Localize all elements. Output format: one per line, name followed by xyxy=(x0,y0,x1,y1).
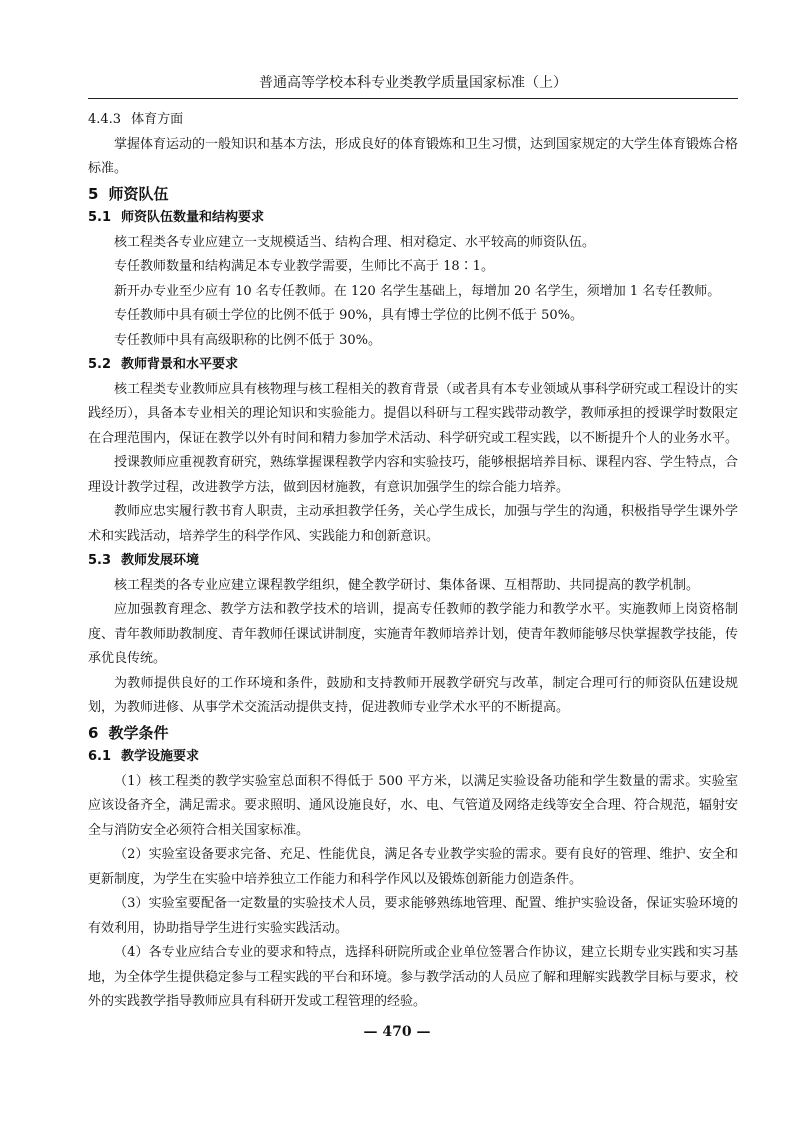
paragraph: 专任教师中具有高级职称的比例不低于 30%。 xyxy=(114,332,382,348)
heading-5-2: 5.2 教师背景和水平要求 xyxy=(88,357,239,372)
paragraph: （2）实验室设备要求完备、充足、性能优良，满足各专业教学实验的需求。要有良好的管理、维护、安全和更新制度，为学生在实验中培养独立工作能力和科学作风以及锻炼创新能力创造条件。 xyxy=(88,847,738,887)
heading-section-6: 6 教学条件 xyxy=(88,723,169,742)
paragraph: 掌握体育运动的一般知识和基本方法，形成良好的体育锻炼和卫生习惯，达到国家规定的大学生体育锻炼合格标准。 xyxy=(88,136,739,176)
page-number: — 470 — xyxy=(363,1024,431,1040)
paragraph: 核工程类各专业应建立一支规模适当、结构合理、相对稳定、水平较高的师资队伍。 xyxy=(114,234,596,250)
paragraph: （3）实验室要配备一定数量的实验技术人员，要求能够熟练地管理、配置、维护实验设备，保证实验环境的有效利用，协助指导学生进行实验实践活动。 xyxy=(88,896,738,936)
heading-5-3: 5.3 教师发展环境 xyxy=(88,553,200,568)
paragraph: （1）核工程类的教学实验室总面积不得低于 500 平方米，以满足实验设备功能和学生数量的需求。实验室应该设备齐全，满足需求。要求照明、通风设施良好，水、电、气管道及网络走线等安全合理、符合规范，辐射安全与消防安全必须符合相关国家标准。 xyxy=(88,773,739,838)
running-header xyxy=(88,72,738,99)
header-title: 普通高等学校本科专业类教学质量国家标准（上） xyxy=(259,75,567,91)
paragraph: 教师应忠实履行教书育人职责，主动承担教学任务，关心学生成长，加强与学生的沟通，积极指导学生课外学术和实践活动，培养学生的科学作风、实践能力和创新意识。 xyxy=(88,504,739,544)
paragraph: 应加强教育理念、教学方法和教学技术的培训，提高专任教师的教学能力和教学水平。实施教师上岗资格制度、青年教师助教制度、青年教师任课试讲制度，实施青年教师培养计划，使青年教师能够尽快掌握教学技能，传承优良传统。 xyxy=(88,602,739,666)
paragraph: 核工程类的各专业应建立课程教学组织，健全教学研讨、集体备课、互相帮助、共同提高的教学机制。 xyxy=(114,577,700,593)
paragraph: 专任教师数量和结构满足本专业教学需要，生师比不高于 18∶1。 xyxy=(114,259,494,274)
heading-section-5: 5 师资队伍 xyxy=(88,184,169,203)
paragraph: （4）各专业应结合专业的要求和特点，选择科研院所或企业单位签署合作协议，建立长期专业实践和实习基地，为全体学生提供稳定参与工程实践的平台和环境。参与教学活动的人员应了解和理解实践教学目标与要求，校外的实践教学指导教师应具有科研开发或工程管理的经验。 xyxy=(88,945,739,1009)
heading-4-4-3: 4.4.3 体育方面 xyxy=(88,112,184,127)
paragraph: 新开办专业至少应有 10 名专任教师。在 120 名学生基础上，每增加 20 名学生，须增加 1 名专任教师。 xyxy=(114,283,721,299)
heading-5-1: 5.1 师资队伍数量和结构要求 xyxy=(88,210,265,225)
page-body xyxy=(88,108,738,1015)
paragraph: 核工程类专业教师应具有核物理与核工程相关的教育背景（或者具有本专业领域从事科学研究或工程设计的实践经历），具备本专业相关的理论知识和实验能力。提倡以科研与工程实践带动教学，教师承担的授课学时数限定在合理范围内，保证在教学以外有时间和精力参加学术活动、科学研究或工程实践，以不断提升个人的业务水平。 xyxy=(88,381,739,446)
paragraph: 为教师提供良好的工作环境和条件，鼓励和支持教师开展教学研究与改革，制定合理可行的师资队伍建设规划，为教师进修、从事学术交流活动提供支持，促进教师专业学术水平的不断提高。 xyxy=(88,675,738,715)
paragraph: 授课教师应重视教育研究，熟练掌握课程教学内容和实验技巧，能够根据培养目标、课程内容、学生特点，合理设计教学过程，改进教学方法，做到因材施教，有意识加强学生的综合能力培养。 xyxy=(88,455,739,495)
paragraph: 专任教师中具有硕士学位的比例不低于 90%，具有博士学位的比例不低于 50%。 xyxy=(114,308,584,323)
heading-6-1: 6.1 教学设施要求 xyxy=(88,749,200,764)
